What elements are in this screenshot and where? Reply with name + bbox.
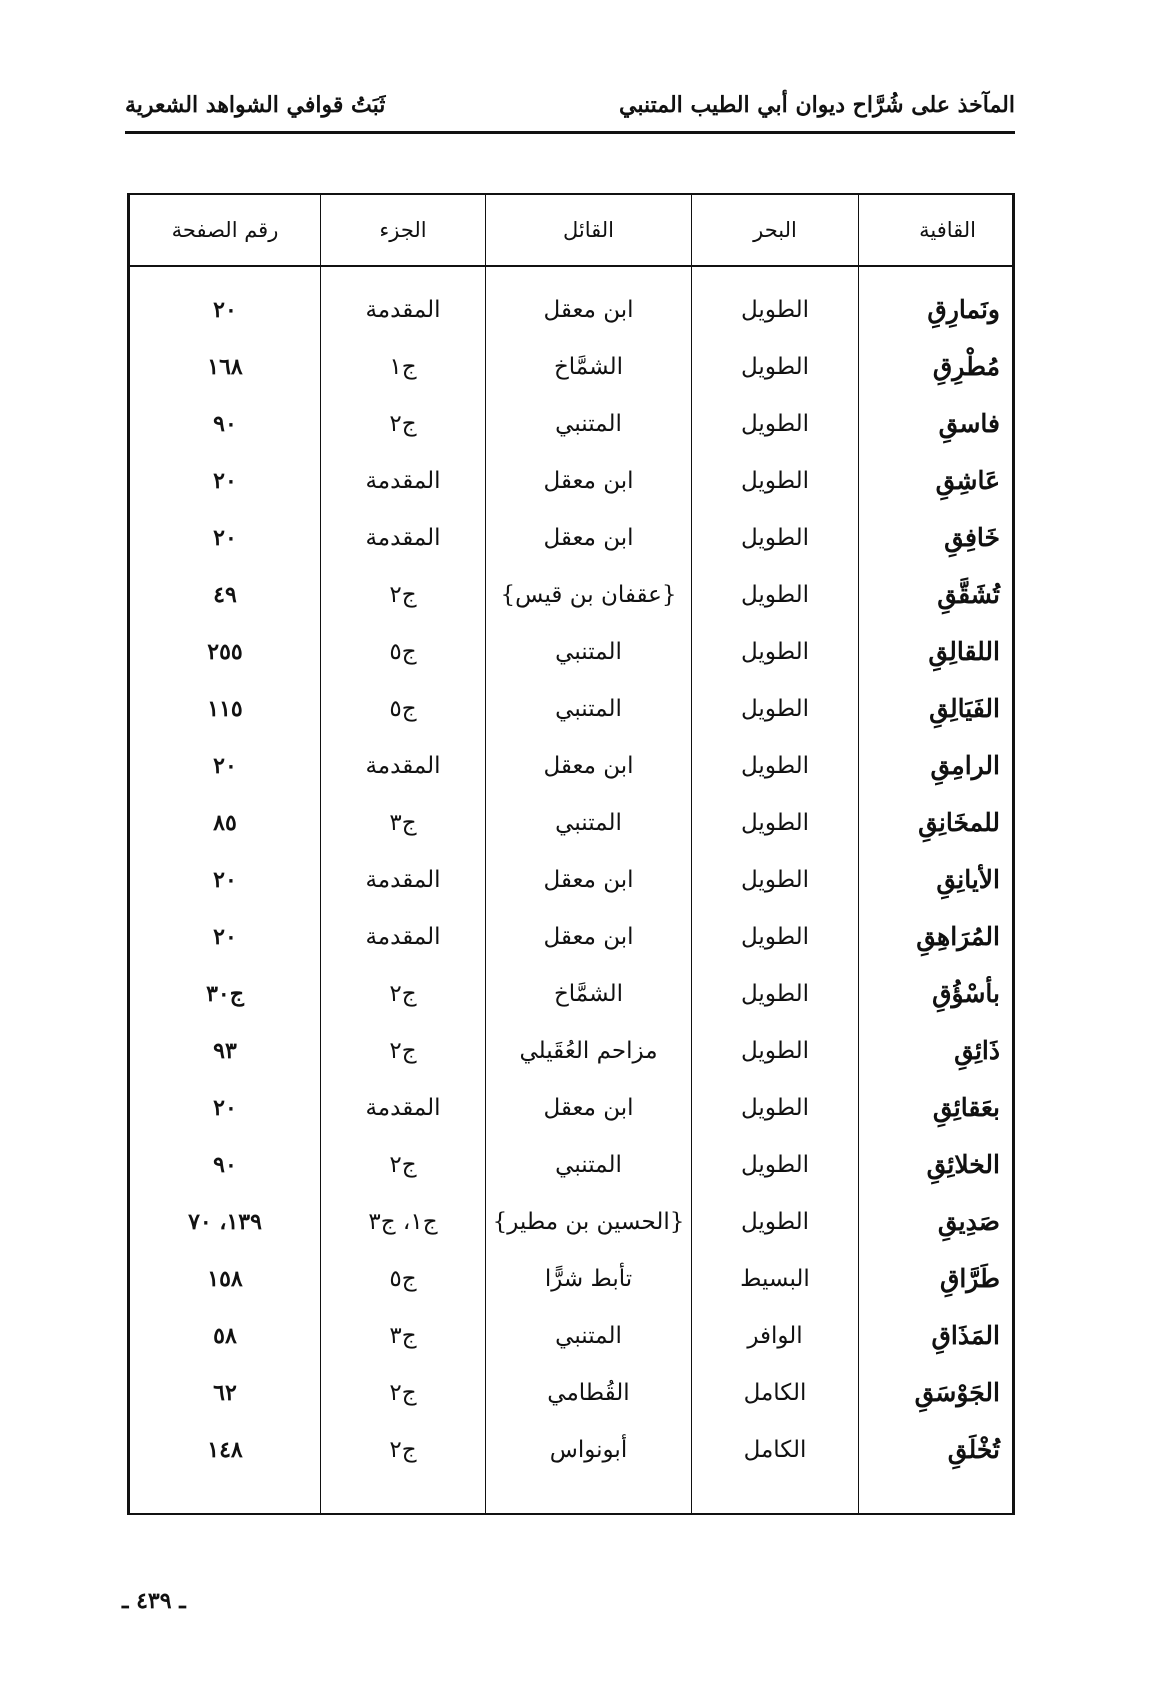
table-header-row (130, 195, 1013, 266)
column-header-rhyme: القافية (859, 195, 1013, 266)
rhyme-cell: صَدِيقِ (859, 1193, 1013, 1250)
poet-cell: الشمَّاخ (486, 965, 692, 1022)
page-cell: ٢٠ (130, 266, 321, 338)
rhyme-cell: فاسقِ (859, 395, 1013, 452)
volume-cell: ج٢ (321, 965, 486, 1022)
page-cell: ٢٥٥ (130, 623, 321, 680)
poet-cell: المتنبي (486, 1307, 692, 1364)
rhyme-cell: تُشَقَّقِ (859, 566, 1013, 623)
page-cell: ١١٥ (130, 680, 321, 737)
column-header-poet: القائل (486, 195, 692, 266)
table-body (130, 266, 1013, 1514)
volume-cell: ج٢ (321, 395, 486, 452)
rhyme-cell: ونَمارِقِ (859, 266, 1013, 338)
volume-cell: ج٢ (321, 1421, 486, 1514)
meter-cell: الطويل (692, 395, 859, 452)
page-cell: ٨٥ (130, 794, 321, 851)
meter-cell: الكامل (692, 1421, 859, 1514)
page-cell: ٤٩ (130, 566, 321, 623)
poet-cell: ابن معقل (486, 908, 692, 965)
volume-cell: ج٢ (321, 1364, 486, 1421)
meter-cell: الطويل (692, 680, 859, 737)
table-row (130, 566, 1013, 623)
poet-cell: ابن معقل (486, 737, 692, 794)
rhyme-cell: الفَيَالِقِ (859, 680, 1013, 737)
meter-cell: الطويل (692, 566, 859, 623)
poet-cell: أبونواس (486, 1421, 692, 1514)
meter-cell: الطويل (692, 1136, 859, 1193)
rhyme-cell: خَافِقِ (859, 509, 1013, 566)
volume-cell: ج٥ (321, 680, 486, 737)
poet-cell: المتنبي (486, 794, 692, 851)
table-row (130, 266, 1013, 338)
poet-cell: القُطامي (486, 1364, 692, 1421)
meter-cell: الطويل (692, 1022, 859, 1079)
table-row (130, 1022, 1013, 1079)
poet-cell: {عقفان بن قيس} (486, 566, 692, 623)
page-number: ـ ٤٣٩ ـ (122, 1588, 186, 1614)
table-row (130, 794, 1013, 851)
table-row (130, 965, 1013, 1022)
meter-cell: الطويل (692, 1079, 859, 1136)
page-cell: ١٤٨ (130, 1421, 321, 1514)
rhyme-cell: المَذَاقِ (859, 1307, 1013, 1364)
volume-cell: ج١ (321, 338, 486, 395)
table-row (130, 395, 1013, 452)
volume-cell: المقدمة (321, 266, 486, 338)
page-cell: ٢٠ (130, 452, 321, 509)
rhyme-cell: اللقالِقِ (859, 623, 1013, 680)
poet-cell: المتنبي (486, 623, 692, 680)
column-header-meter: البحر (692, 195, 859, 266)
rhyme-cell: المُرَاهِقِ (859, 908, 1013, 965)
table-row (130, 1250, 1013, 1307)
page-cell: ١٣٩، ٧٠ (130, 1193, 321, 1250)
page-cell: ٩٠ (130, 1136, 321, 1193)
meter-cell: الطويل (692, 908, 859, 965)
poet-cell: ابن معقل (486, 452, 692, 509)
rhyme-cell: مُطْرِقِ (859, 338, 1013, 395)
volume-cell: المقدمة (321, 1079, 486, 1136)
table-row (130, 737, 1013, 794)
rhyme-cell: بأسْؤُقِ (859, 965, 1013, 1022)
header-rule (125, 131, 1015, 134)
poet-cell: ابن معقل (486, 266, 692, 338)
table-row (130, 509, 1013, 566)
rhyme-cell: الأيانِقِ (859, 851, 1013, 908)
meter-cell: الوافر (692, 1307, 859, 1364)
meter-cell: الكامل (692, 1364, 859, 1421)
meter-cell: الطويل (692, 338, 859, 395)
rhyme-cell: ذَائِقِ (859, 1022, 1013, 1079)
rhyme-cell: الجَوْسَقِ (859, 1364, 1013, 1421)
page-cell: ٦٢ (130, 1364, 321, 1421)
page-cell: ١٥٨ (130, 1250, 321, 1307)
meter-cell: الطويل (692, 623, 859, 680)
volume-cell: المقدمة (321, 851, 486, 908)
poet-cell: الشمَّاخ (486, 338, 692, 395)
page-cell: ٩٣ (130, 1022, 321, 1079)
rhyme-cell: تُخْلَقِ (859, 1421, 1013, 1514)
rhyme-cell: طَرَّاقِ (859, 1250, 1013, 1307)
volume-cell: المقدمة (321, 737, 486, 794)
meter-cell: الطويل (692, 965, 859, 1022)
meter-cell: الطويل (692, 737, 859, 794)
volume-cell: ج٥ (321, 623, 486, 680)
volume-cell: ج٣ (321, 1307, 486, 1364)
poet-cell: المتنبي (486, 1136, 692, 1193)
volume-cell: ج٣ (321, 794, 486, 851)
page-cell: ج٣٠ (130, 965, 321, 1022)
table-row (130, 1079, 1013, 1136)
volume-cell: المقدمة (321, 908, 486, 965)
meter-cell: الطويل (692, 509, 859, 566)
page-header (125, 86, 1015, 132)
rhyme-cell: للمخَانِقِ (859, 794, 1013, 851)
table-row (130, 1364, 1013, 1421)
table-row (130, 452, 1013, 509)
volume-cell: ج٥ (321, 1250, 486, 1307)
section-title: ثَبَتُ قوافي الشواهد الشعرية (125, 92, 386, 118)
table-row (130, 338, 1013, 395)
table-row (130, 851, 1013, 908)
poet-cell: مزاحم العُقَيلي (486, 1022, 692, 1079)
table-row (130, 1136, 1013, 1193)
page-cell: ٢٠ (130, 1079, 321, 1136)
table-row (130, 1421, 1013, 1514)
meter-cell: البسيط (692, 1250, 859, 1307)
volume-cell: ج٢ (321, 1136, 486, 1193)
volume-cell: ج٢ (321, 1022, 486, 1079)
rhyme-cell: عَاشِقِ (859, 452, 1013, 509)
poet-cell: ابن معقل (486, 851, 692, 908)
page-cell: ٩٠ (130, 395, 321, 452)
table-row (130, 908, 1013, 965)
page-cell: ٢٠ (130, 509, 321, 566)
page-cell: ٢٠ (130, 851, 321, 908)
page-cell: ٢٠ (130, 908, 321, 965)
meter-cell: الطويل (692, 452, 859, 509)
table-row (130, 1193, 1013, 1250)
meter-cell: الطويل (692, 266, 859, 338)
volume-cell: ج١، ج٣ (321, 1193, 486, 1250)
poet-cell: المتنبي (486, 395, 692, 452)
rhymes-table-frame (127, 193, 1015, 1515)
table-row (130, 680, 1013, 737)
page-cell: ١٦٨ (130, 338, 321, 395)
meter-cell: الطويل (692, 794, 859, 851)
volume-cell: المقدمة (321, 452, 486, 509)
volume-cell: المقدمة (321, 509, 486, 566)
column-header-page: رقم الصفحة (130, 195, 321, 266)
table-row (130, 1307, 1013, 1364)
rhyme-cell: بعَقائِقِ (859, 1079, 1013, 1136)
rhyme-cell: الرامِقِ (859, 737, 1013, 794)
rhymes-table (129, 195, 1013, 1514)
poet-cell: المتنبي (486, 680, 692, 737)
poet-cell: تأبط شرًّا (486, 1250, 692, 1307)
column-header-volume: الجزء (321, 195, 486, 266)
page-cell: ٢٠ (130, 737, 321, 794)
page-cell: ٥٨ (130, 1307, 321, 1364)
volume-cell: ج٢ (321, 566, 486, 623)
poet-cell: {الحسين بن مطير} (486, 1193, 692, 1250)
poet-cell: ابن معقل (486, 509, 692, 566)
book-title: المآخذ على شُرَّاح ديوان أبي الطيب المتنبي (619, 92, 1015, 118)
rhyme-cell: الخلائِقِ (859, 1136, 1013, 1193)
poet-cell: ابن معقل (486, 1079, 692, 1136)
meter-cell: الطويل (692, 1193, 859, 1250)
meter-cell: الطويل (692, 851, 859, 908)
table-row (130, 623, 1013, 680)
